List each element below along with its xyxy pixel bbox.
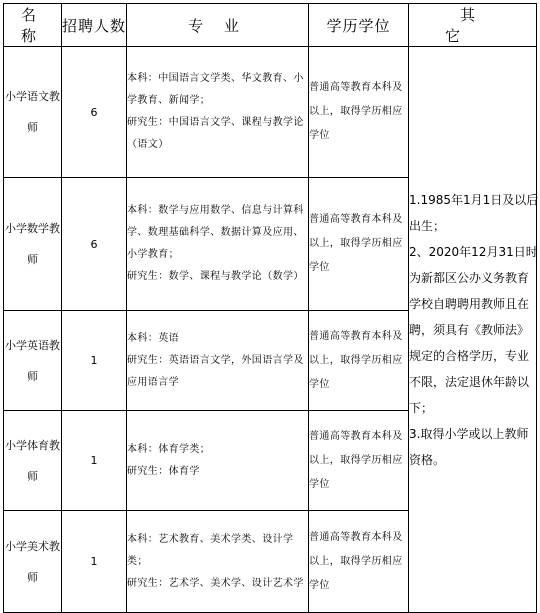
other-requirements-cell xyxy=(409,47,537,613)
headcount: 6 xyxy=(62,47,127,178)
degree-line: 以上，取得学历相应 xyxy=(309,354,403,366)
major-cell xyxy=(127,511,309,613)
other-line: 出生； xyxy=(409,218,446,233)
major-line: 本科：英语 xyxy=(127,332,179,344)
headcount: 1 xyxy=(62,511,127,613)
degree-cell xyxy=(309,178,409,311)
major-line: 学、数理基础科学、数据计算及应用、 xyxy=(127,227,304,238)
header-major: 专 业 xyxy=(127,4,309,47)
major-cell xyxy=(127,311,309,411)
other-line: 聘，须具有《教师法》 xyxy=(409,322,530,337)
position-name: 小学英语教师 xyxy=(4,311,62,411)
major-line: 本科：艺术教育、美术学类、设计学 xyxy=(127,533,294,545)
degree-line: 普通高等教育本科及 xyxy=(309,214,403,225)
major-cell xyxy=(127,47,309,178)
headcount: 1 xyxy=(62,411,127,511)
degree-line: 普通高等教育本科及 xyxy=(309,82,403,93)
other-line: 规定的合格学历，专业 xyxy=(409,348,530,363)
degree-line: 以上，取得学历相应 xyxy=(309,555,403,567)
position-name: 小学数学教师 xyxy=(4,178,62,311)
major-cell xyxy=(127,411,309,511)
other-line: 1.1985年1月1日及以后 xyxy=(409,192,539,207)
major-line: 本科：数学与应用数学、信息与计算科 xyxy=(127,205,304,216)
major-line: 研究生：中国语言文学、课程与教学论 xyxy=(127,117,304,128)
other-line: 不限，法定退休年龄以 xyxy=(409,374,530,389)
header-count: 招聘人数 xyxy=(62,4,127,47)
header-degree: 学历学位 xyxy=(309,4,409,47)
major-line: 类； xyxy=(127,555,148,567)
major-line: 本科：体育学类； xyxy=(127,443,211,455)
degree-line: 以上，取得学历相应 xyxy=(309,106,403,117)
major-line: （语文） xyxy=(127,139,169,150)
other-line: 资格。 xyxy=(409,452,446,467)
table-row xyxy=(4,47,537,178)
headcount: 6 xyxy=(62,178,127,311)
major-line: 应用语言学 xyxy=(127,376,179,388)
other-line: 下； xyxy=(409,400,434,415)
header-other: 其 它 xyxy=(409,4,537,47)
major-line: 小学教育； xyxy=(127,249,179,260)
degree-cell xyxy=(309,47,409,178)
major-line: 研究生：数学、课程与教学论（数学） xyxy=(127,271,304,282)
other-line: 3.取得小学或以上教师 xyxy=(409,426,529,441)
degree-line: 普通高等教育本科及 xyxy=(309,531,403,543)
major-line: 本科：中国语言文学类、华文教育、小 xyxy=(127,73,304,84)
recruitment-table xyxy=(3,3,537,613)
degree-line: 学位 xyxy=(309,378,330,390)
degree-line: 以上，取得学历相应 xyxy=(309,454,403,466)
other-line: 学校自聘聘用教师且在 xyxy=(409,296,530,311)
other-line: 2、2020年12月31日时 xyxy=(409,244,538,259)
degree-line: 普通高等教育本科及 xyxy=(309,430,403,442)
position-name: 小学体育教师 xyxy=(4,411,62,511)
position-name: 小学美术教师 xyxy=(4,511,62,613)
major-line: 学教育、新闻学； xyxy=(127,95,211,106)
major-line: 研究生：英语语言文学，外国语言学及 xyxy=(127,354,304,366)
degree-cell xyxy=(309,511,409,613)
header-row xyxy=(4,4,537,47)
major-line: 研究生：艺术学、美术学、设计艺术学 xyxy=(127,577,304,589)
headcount: 1 xyxy=(62,311,127,411)
major-line: 研究生：体育学 xyxy=(127,465,200,477)
degree-line: 普通高等教育本科及 xyxy=(309,330,403,342)
degree-line: 学位 xyxy=(309,262,330,273)
degree-cell xyxy=(309,311,409,411)
degree-line: 学位 xyxy=(309,130,330,141)
header-name: 名 称 xyxy=(4,4,62,47)
major-cell xyxy=(127,178,309,311)
degree-line: 以上，取得学历相应 xyxy=(309,238,403,249)
degree-line: 学位 xyxy=(309,478,330,490)
degree-line: 学位 xyxy=(309,579,330,591)
position-name: 小学语文教师 xyxy=(4,47,62,178)
other-line: 为新都区公办义务教育 xyxy=(409,270,530,285)
degree-cell xyxy=(309,411,409,511)
